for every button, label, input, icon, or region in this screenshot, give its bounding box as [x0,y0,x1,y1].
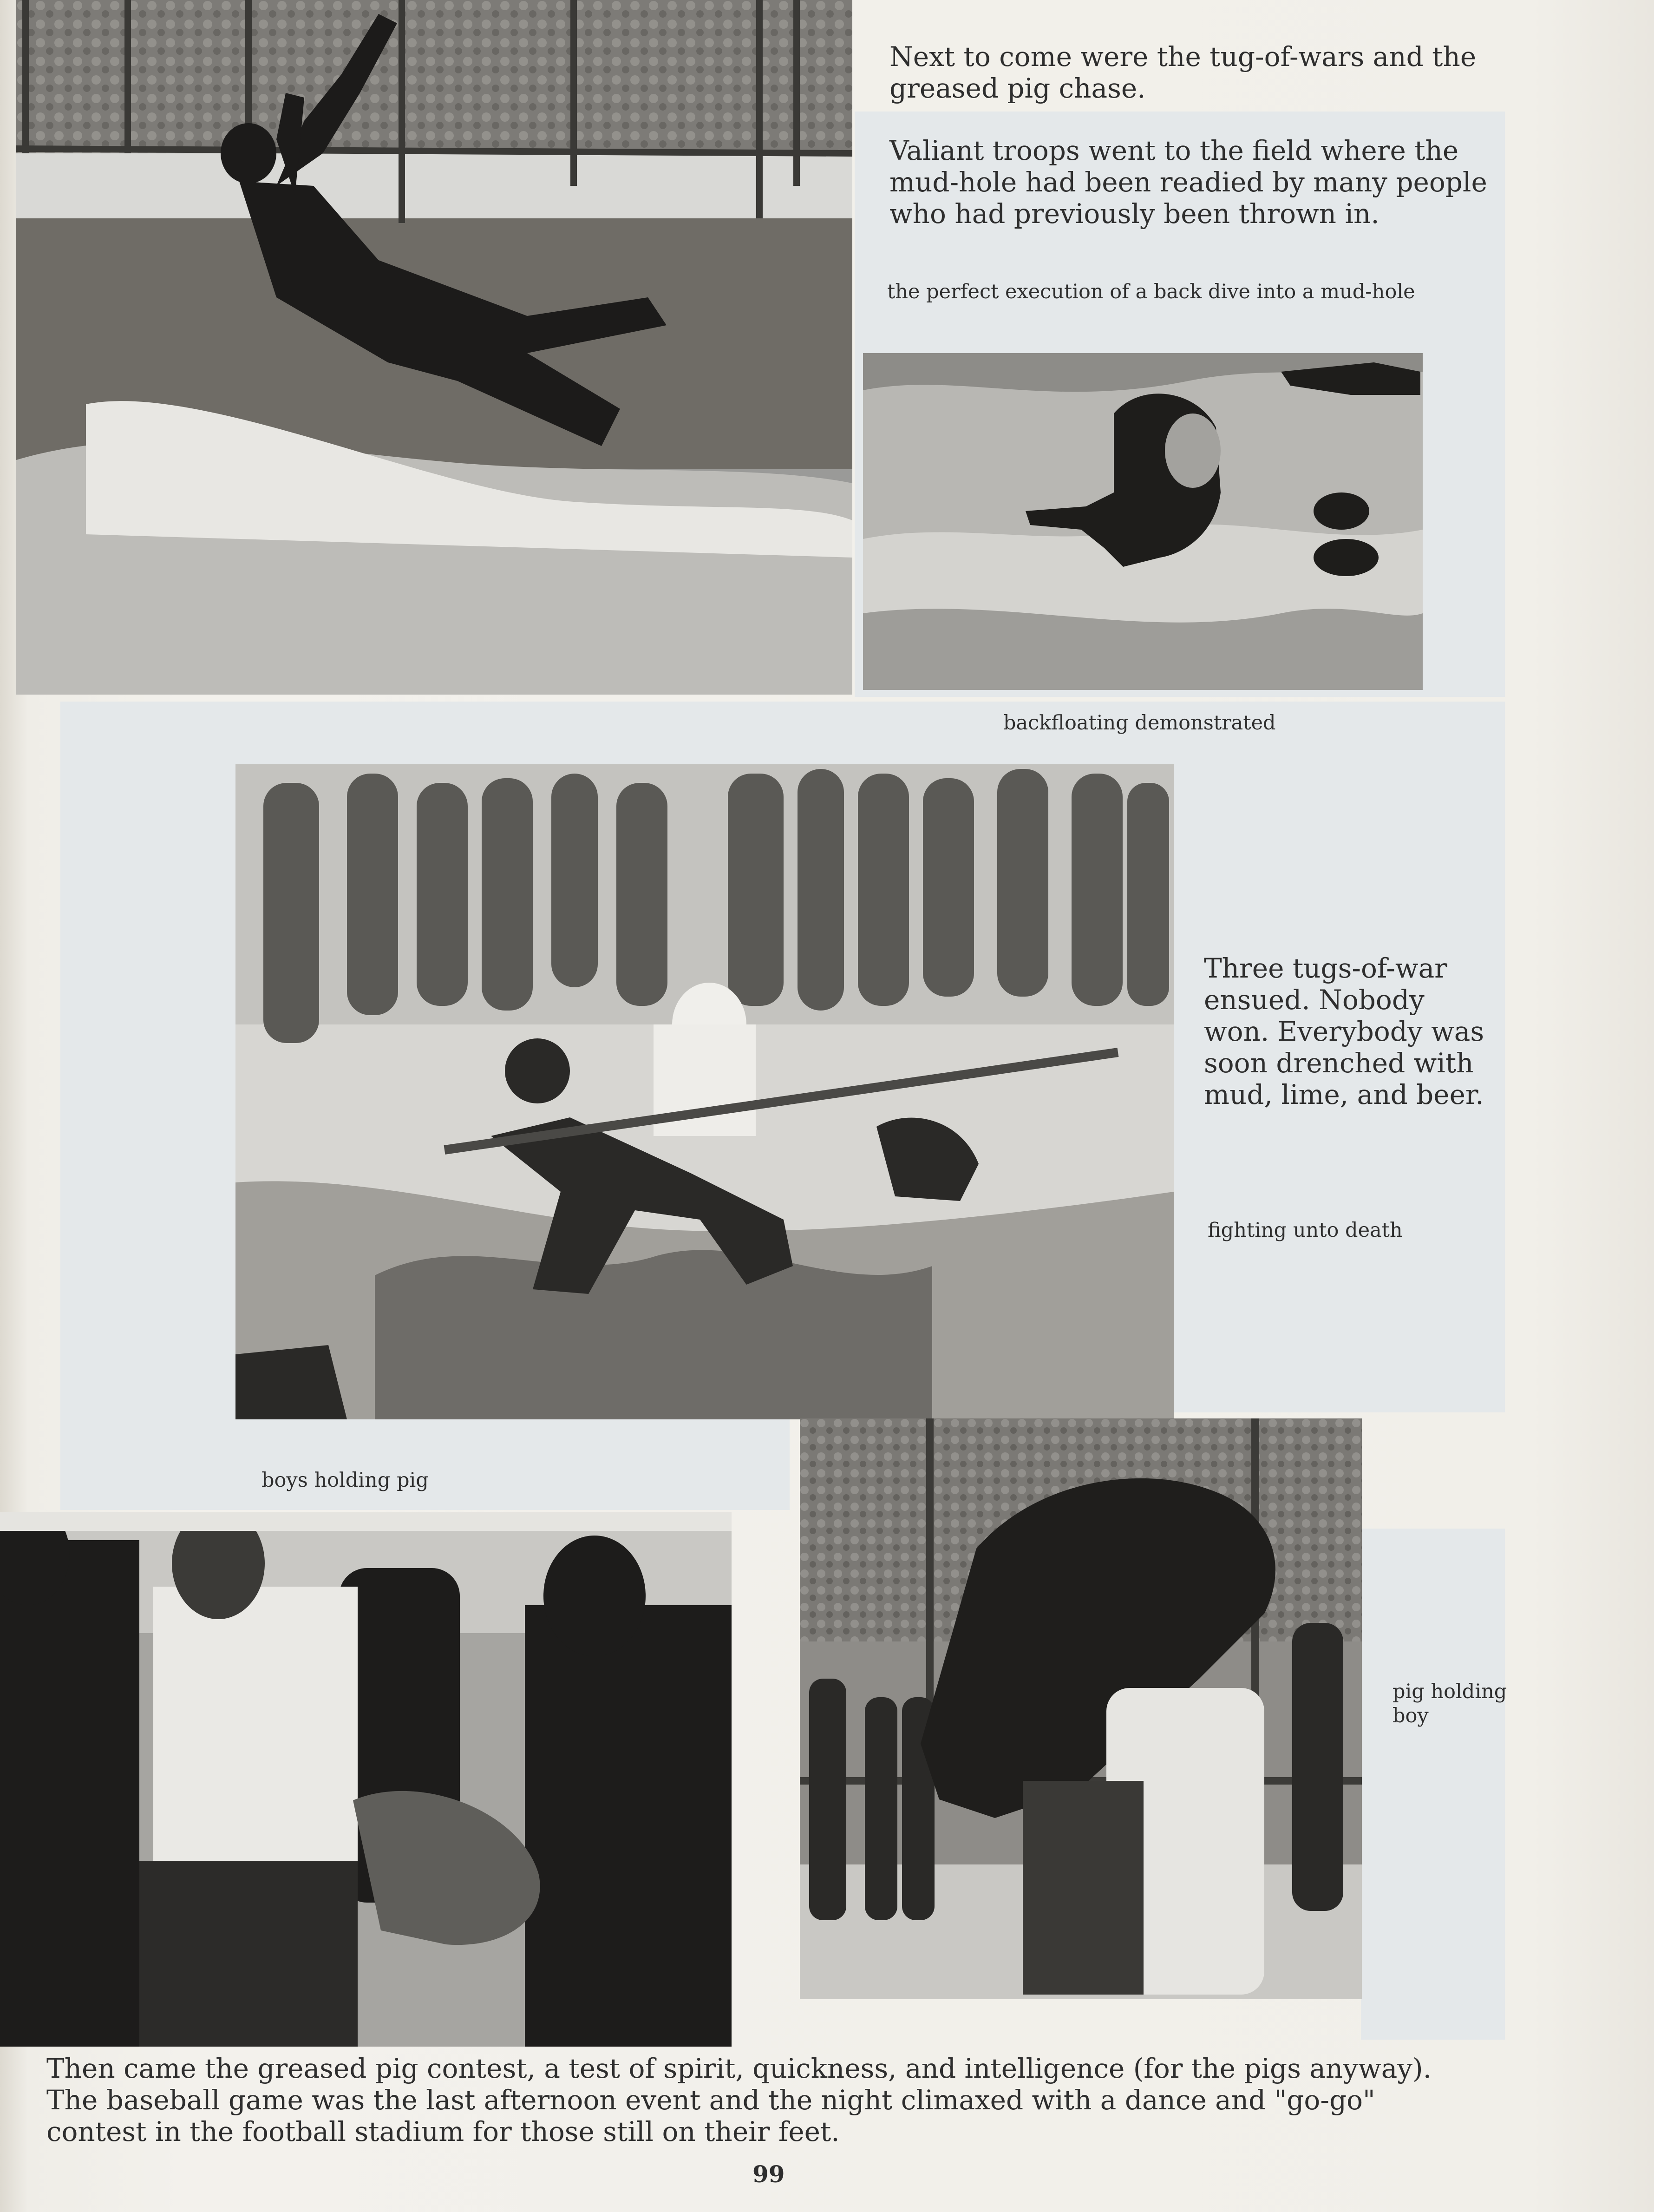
intro-paragraph-1-text: Next to come were the tug-of-wars and the greased pig chase. [889,41,1477,104]
photo-boys-holding-pig [0,1512,732,2047]
layout-mat-bottom-left [60,1412,790,1510]
caption-back-dive: the perfect execution of a back dive into a mud-hole [887,280,1415,303]
intro-paragraph-1 [889,41,1493,104]
caption-boys-holding-pig: boys holding pig [262,1469,429,1492]
page-number: 99 [752,2160,785,2188]
intro-paragraph-2-text: Valiant troops went to the field where the mud-hole had been readied by many people who had previously been thrown in. [889,135,1487,230]
bottom-paragraph: Then came the greased pig contest, a test of spirit, quickness, and intelligence (for the pigs anyway). The baseball game was the last afternoon event and the night climaxed with a dance and "go-go" contest in the football stadium for those still on their feet. [46,2053,1432,2147]
caption-fighting: fighting unto death [1208,1219,1403,1242]
photo-back-dive [16,0,852,695]
photo-tug-of-war [235,764,1174,1419]
layout-mat-bottom-right [1361,1529,1505,2040]
caption-backfloating: backfloating demonstrated [1003,711,1276,735]
tug-of-war-text [1204,952,1487,1110]
tug-of-war-text-body: Three tugs-of-war ensued. Nobody won. Everybody was soon drenched with mud, lime, and beer. [1204,952,1484,1110]
caption-pig-holding-boy: pig holding boy [1392,1680,1507,1727]
intro-paragraph-2 [889,135,1503,230]
photo-pig-holding-boy [800,1418,1362,1999]
photo-backfloating [863,353,1423,690]
